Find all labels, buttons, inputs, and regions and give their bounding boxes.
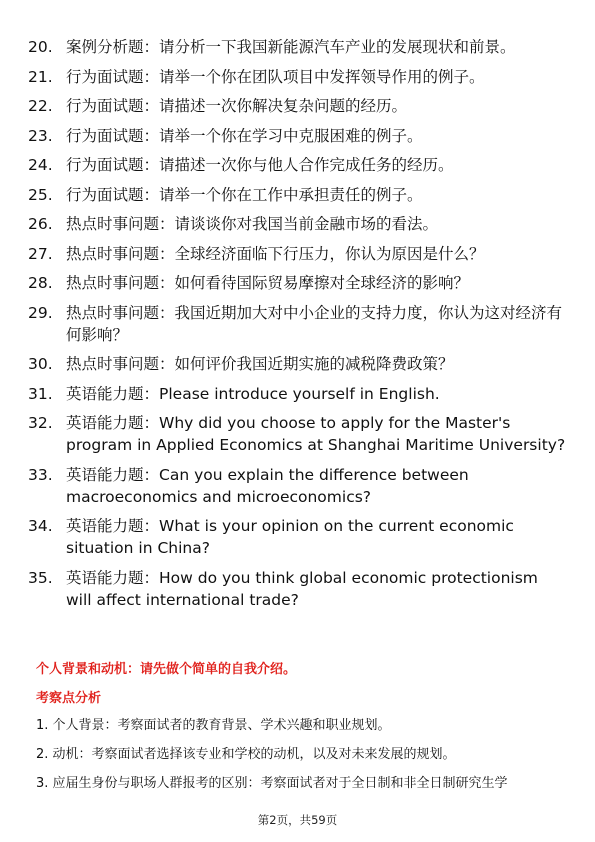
question-text: 英语能力题：Why did you choose to apply for the Master's program in Applied Economics at Shanghai Maritime University?: [66, 414, 566, 454]
question-number: 32.: [28, 414, 53, 432]
question-number: 35.: [28, 568, 53, 587]
analysis-item: 1. 个人背景：考察面试者的教育背景、学术兴趣和职业规划。: [36, 718, 391, 733]
question-text: 英语能力题：Please introduce yourself in English.: [66, 384, 440, 403]
question-text: 英语能力题：Can you explain the difference between macroeconomics and microeconomics?: [66, 465, 469, 506]
question-item: [28, 353, 568, 375]
analysis-item: 3. 应届生身份与职场人群报考的区别：考察面试者对于全日制和非全日制研究生学: [36, 776, 508, 791]
question-number: 26.: [28, 215, 53, 233]
question-text: 热点时事问题：如何评价我国近期实施的减税降费政策？: [66, 355, 454, 373]
question-text: 行为面试题：请举一个你在学习中克服困难的例子。: [66, 126, 423, 145]
question-text: 行为面试题：请描述一次你解决复杂问题的经历。: [66, 97, 408, 115]
question-text: 热点时事问题：请谈谈你对我国当前金融市场的看法。: [66, 215, 439, 233]
question-item: [28, 66, 568, 88]
question-item: [28, 184, 568, 206]
question-item: [28, 125, 568, 147]
question-number: 28.: [28, 274, 53, 292]
question-item: [28, 154, 568, 176]
question-text: 英语能力题：What is your opinion on the current economic situation in China?: [66, 517, 514, 557]
question-text: 案例分析题：请分析一下我国新能源汽车产业的发展现状和前景。: [66, 38, 516, 56]
question-item: [28, 515, 568, 559]
question-number: 27.: [28, 244, 53, 263]
question-item: [28, 567, 568, 611]
question-item: [28, 213, 568, 235]
question-number: 31.: [28, 384, 53, 403]
question-number: 22.: [28, 97, 53, 115]
question-text: 热点时事问题：我国近期加大对中小企业的支持力度，你认为这对经济有何影响？: [66, 303, 563, 344]
question-item: [28, 383, 568, 405]
question-text: 英语能力题：How do you think global economic protectionism will affect international trade?: [66, 568, 538, 609]
analysis-list: [36, 717, 566, 804]
question-text: 行为面试题：请举一个你在团队项目中发挥领导作用的例子。: [66, 67, 485, 86]
question-item: [28, 272, 568, 294]
section-heading: 个人背景和动机：请先做个简单的自我介绍。: [36, 662, 297, 677]
question-item: [28, 36, 568, 58]
question-number: 21.: [28, 67, 53, 86]
question-number: 25.: [28, 185, 53, 204]
analysis-item: 2. 动机：考察面试者选择该专业和学校的动机，以及对未来发展的规划。: [36, 747, 456, 762]
question-number: 24.: [28, 156, 53, 174]
question-number: 33.: [28, 465, 53, 484]
question-item: [28, 243, 568, 265]
page-footer: 第2页，共59页: [257, 813, 338, 827]
question-list: [28, 36, 568, 618]
analysis-heading: 考察点分析: [36, 691, 102, 706]
question-number: 20.: [28, 38, 53, 56]
question-item: [28, 412, 568, 456]
question-item: [28, 302, 568, 346]
question-item: [28, 464, 568, 508]
question-text: 热点时事问题：如何看待国际贸易摩擦对全球经济的影响？: [66, 274, 470, 292]
question-number: 34.: [28, 517, 53, 535]
question-item: [28, 95, 568, 117]
question-text: 行为面试题：请举一个你在工作中承担责任的例子。: [66, 185, 423, 204]
question-text: 行为面试题：请描述一次你与他人合作完成任务的经历。: [66, 156, 454, 174]
question-text: 热点时事问题：全球经济面临下行压力，你认为原因是什么？: [66, 244, 485, 263]
question-number: 29.: [28, 303, 53, 322]
question-number: 30.: [28, 355, 53, 373]
question-number: 23.: [28, 126, 53, 145]
